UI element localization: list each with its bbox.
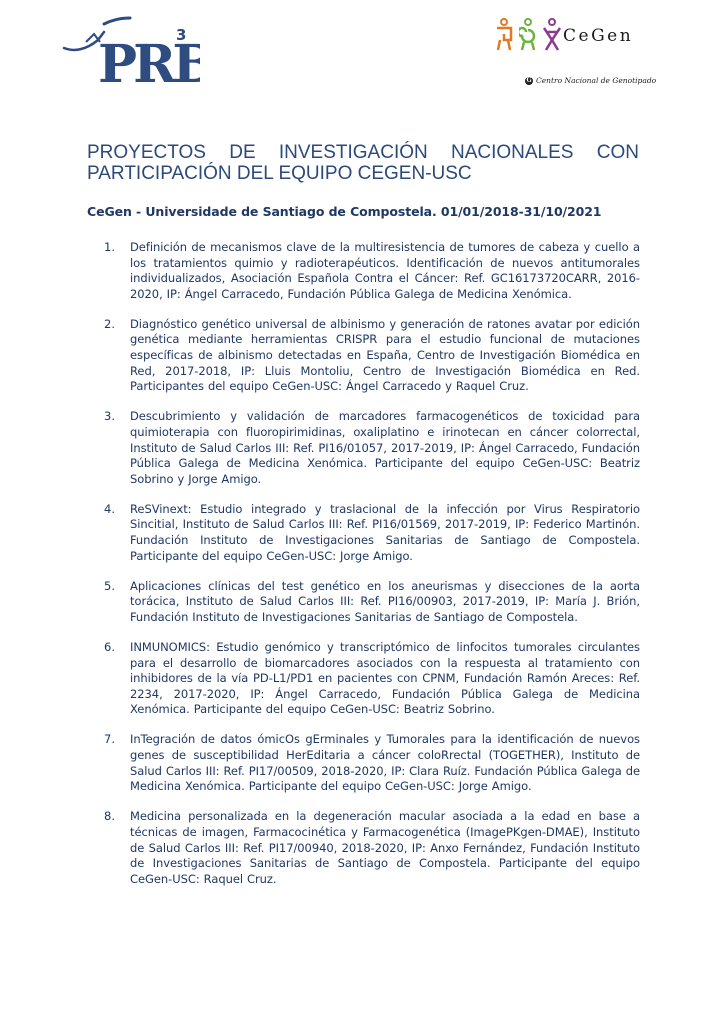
green-figure-icon bbox=[519, 18, 537, 52]
project-item bbox=[104, 732, 640, 794]
project-number: 7. bbox=[104, 732, 115, 747]
project-number: 4. bbox=[104, 501, 115, 516]
document-title bbox=[87, 142, 639, 184]
project-item bbox=[104, 240, 640, 302]
project-item bbox=[104, 640, 640, 718]
cegen-g-icon: G bbox=[526, 76, 532, 84]
title-line-2: PARTICIPACIÓN DEL EQUIPO CEGEN-USC bbox=[87, 163, 472, 184]
project-text: INMUNOMICS: Estudio genómico y transcriptómico de linfocitos tumorales circulantes para el desarrollo de biomarcadores asociados con la respuesta al tratamiento con inhibidores de la vía PD-L1/PD1 en pacientes con CPNM, Fundación Ramón Areces: Ref. 2234, 2017-2020, IP: Ángel Carracedo, Fundación Pública Galega de Medicina Xenómica. Participante del equipo CeGen-USC: Beatriz Sobrino. bbox=[130, 639, 640, 717]
project-item bbox=[104, 502, 640, 564]
purple-figure-icon bbox=[543, 18, 561, 52]
prb-superscript: 3 bbox=[176, 26, 187, 44]
title-word: NACIONALES bbox=[450, 142, 574, 163]
project-item bbox=[104, 809, 640, 887]
project-list bbox=[104, 240, 640, 902]
project-text: InTegración de datos ómicOs gErminales y Tumorales para la identificación de nuevos genes de susceptibilidad HerEditaria a cáncer coloRrectal (TOGETHER), Instituto de Salud Carlos III: Ref. PI17/00509, 2018-2020, IP: Clara Ruíz. Fundación Pública Galega de Medicina Xenómica. Participante del equipo CeGen-USC: Jorge Amigo. bbox=[130, 732, 640, 794]
orange-figure-icon bbox=[495, 18, 513, 52]
cegen-subtitle-text: Centro Nacional de Genotipado bbox=[536, 76, 657, 85]
prb-wordmark: PRB bbox=[98, 34, 200, 87]
cegen-logo bbox=[495, 18, 665, 93]
title-word: DE bbox=[229, 142, 256, 163]
cegen-wordmark: CeGen bbox=[563, 26, 634, 46]
project-text: ReSVinext: Estudio integrado y traslacional de la infección por Virus Respiratorio Sincitial, Instituto de Salud Carlos III: Ref. PI16/01569, 2017-2019, IP: Federico Martinón. Fundación Instituto de Investigaciones Sanitarias de Santiago de Compostela. Participante del equipo CeGen-USC: Jorge Amigo. bbox=[130, 501, 640, 563]
project-item bbox=[104, 317, 640, 395]
document-subtitle: CeGen - Universidade de Santiago de Compostela. 01/01/2018-31/10/2021 bbox=[87, 204, 602, 219]
project-number: 6. bbox=[104, 639, 115, 654]
prb3-logo-graphic bbox=[60, 12, 200, 87]
project-text: Diagnóstico genético universal de albinismo y generación de ratones avatar por edición genética mediante herramientas CRISPR para el estudio funcional de mutaciones específicas de albinismo detectadas en España, Centro de Investigación Biomédica en Red, 2017-2018, IP: Lluis Montoliu, Centro de Investigación Biomédica en Red. Participantes del equipo CeGen-USC: Ángel Carracedo y Raquel Cruz. bbox=[130, 316, 640, 394]
project-number: 2. bbox=[104, 316, 115, 331]
project-number: 3. bbox=[104, 409, 115, 424]
title-line-1 bbox=[87, 142, 639, 163]
project-text: Medicina personalizada en la degeneración macular asociada a la edad en base a técnicas de imagen, Farmacocinética y Farmacogenética (ImagePKgen-DMAE), Instituto de Salud Carlos III: Ref. PI17/00940, 2018-2020, IP: Anxo Fernández, Fundación Instituto de Investigaciones Sanitarias de Santiago de Compostela. Participante del equipo CeGen-USC: Raquel Cruz. bbox=[130, 809, 640, 886]
project-number: 8. bbox=[104, 809, 115, 824]
title-word: CON bbox=[596, 142, 639, 163]
cegen-subtitle bbox=[525, 76, 656, 85]
project-text: Descubrimiento y validación de marcadores farmacogenéticos de toxicidad para quimioterapia con fluoropirimidinas, oxaliplatino e irinotecan en cáncer colorrectal, Instituto de Salud Carlos III: Ref. PI16/01057, 2017-2019, IP: Ángel Carracedo, Fundación Pública Galega de Medicina Xenómica. Participante del equipo CeGen-USC: Beatriz Sobrino y Jorge Amigo. bbox=[130, 409, 640, 486]
project-item bbox=[104, 579, 640, 626]
project-text: Aplicaciones clínicas del test genético en los aneurismas y disecciones de la aorta torácica, Instituto de Salud Carlos III: Ref. PI16/00903, 2017-2019, IP: María J. Brión, Fundación Instituto de Investigaciones Sanitarias de Santiago de Compostela. bbox=[130, 578, 640, 624]
project-text: Definición de mecanismos clave de la multiresistencia de tumores de cabeza y cuello a los tratamientos quimio y radioterapéuticos. Identificación de nuevos antitumorales individualizados, Asociación Española Contra el Cáncer: Ref. GC16173720CARR, 2016-2020, IP: Ángel Carracedo, Fundación Pública Galega de Medicina Xenómica. bbox=[130, 240, 640, 301]
cegen-figures bbox=[495, 18, 561, 56]
project-item bbox=[104, 409, 640, 487]
prb3-logo bbox=[60, 12, 200, 87]
project-number: 5. bbox=[104, 578, 115, 593]
project-number: 1. bbox=[104, 240, 115, 254]
title-word: INVESTIGACIÓN bbox=[278, 142, 428, 163]
title-word: PROYECTOS bbox=[87, 142, 206, 163]
